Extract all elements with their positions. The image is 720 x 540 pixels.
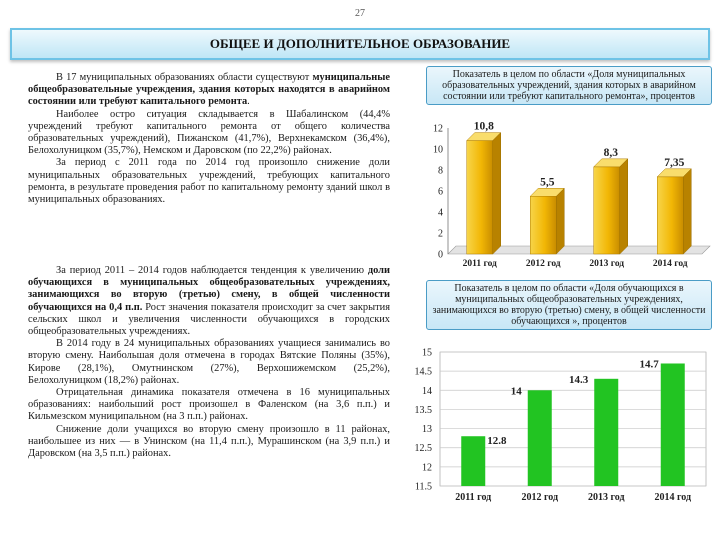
y-tick-label: 12	[422, 462, 432, 474]
data-label: 14.7	[639, 358, 659, 371]
chart1-caption: Показатель в целом по области «Доля муниципальных образовательных учреждений, здания которых в аварийном состоянии или требуют капитального ремонта», процентов	[426, 66, 712, 105]
x-tick-label: 2014 год	[652, 259, 688, 268]
y-tick-label: 11.5	[414, 481, 432, 493]
bar	[594, 167, 620, 254]
paragraph: Снижение доли учащихся во вторую смену произошло в 11 районах, наибольшее из них — в Унинском (на 11,4 п.п.), Мурашинском (на 3,9 п.п.) и Даровском (на 3,5 п.п.) районах.	[28, 423, 390, 460]
chart-repair-share	[418, 118, 712, 268]
data-label: 12.8	[487, 435, 507, 448]
data-label: 14	[510, 385, 522, 398]
x-tick-label: 2014 год	[654, 492, 692, 503]
y-tick-label: 8	[438, 165, 443, 177]
bar-side	[493, 133, 501, 254]
y-tick-label: 13	[422, 424, 432, 436]
page-number: 27	[355, 8, 365, 19]
y-tick-label: 0	[438, 249, 443, 261]
data-label: 8,3	[603, 146, 618, 159]
x-tick-label: 2012 год	[521, 492, 559, 503]
x-tick-label: 2013 год	[589, 259, 625, 268]
chart2-caption: Показатель в целом по области «Доля обучающихся в муниципальных общеобразовательных учреждениях, занимающихся во вторую (третью) смену, в общей численности обучающихся », процентов	[426, 280, 712, 330]
paragraph: За период 2011 – 2014 годов наблюдается тенденция к увеличению доли обучающихся в муниципальных общеобразовательных учреждениях, занимающихся во вторую (третью) смену, в общей численности обучающихся на 0,4 п.п. Рост значения показателя происходит за счет закрытия сельских школ и увеличения численности обучающихся в городских общеобразовательных учреждениях.	[28, 265, 390, 338]
bar-side	[620, 159, 628, 254]
paragraph: За период с 2011 года по 2014 год произошло снижение доли муниципальных образовательных учреждений, требующих капитального ремонта, в результате проведения работ по капитальному ремонту зданий школ в муниципальных образованиях.	[28, 157, 390, 206]
bar	[530, 196, 556, 254]
x-tick-label: 2011 год	[462, 259, 497, 268]
bar	[594, 379, 618, 486]
y-tick-label: 14	[422, 385, 432, 397]
y-tick-label: 4	[438, 207, 443, 219]
text-block-second-shift	[28, 265, 390, 460]
text-block-repair	[28, 72, 390, 206]
y-tick-label: 14.5	[414, 366, 432, 378]
data-label: 5,5	[540, 176, 555, 189]
paragraph: Наиболее остро ситуация складывается в Шабалинском (44,4% учреждений требуют капитального ремонта от общего количества образовательных учреждений), Пижанском (41,7%), Верхнекамском (36,4%), Белохолуницком (35,7%), Немском и Даровском (по 22,2%) районах.	[28, 108, 390, 157]
banner-title: ОБЩЕЕ И ДОПОЛНИТЕЛЬНОЕ ОБРАЗОВАНИЕ	[209, 36, 511, 51]
x-tick-label: 2013 год	[587, 492, 625, 503]
bar	[528, 390, 552, 486]
chart-second-shift-share	[408, 340, 712, 510]
bar	[657, 177, 683, 254]
bar	[467, 141, 493, 254]
y-tick-label: 13.5	[414, 404, 432, 416]
section-banner	[10, 28, 710, 60]
data-label: 7,35	[664, 156, 685, 169]
bar	[661, 363, 685, 486]
y-tick-label: 2	[438, 228, 443, 240]
x-tick-label: 2012 год	[525, 259, 561, 268]
data-label: 10,8	[473, 120, 494, 133]
y-tick-label: 6	[438, 186, 443, 198]
paragraph: В 17 муниципальных образованиях области существуют муниципальные общеобразовательные учреждения, здания которых находятся в аварийном состоянии или требуют капитального ремонта.	[28, 72, 390, 108]
paragraph: Отрицательная динамика показателя отмечена в 16 муниципальных образованиях: наибольший рост произошел в Фаленском (на 3,6 п.п.) и Кильмезском муниципальном (на 3 п.п.) районах.	[28, 387, 390, 423]
data-label: 14.3	[569, 373, 589, 386]
x-tick-label: 2011 год	[455, 492, 492, 503]
bar	[461, 436, 485, 486]
y-tick-label: 12	[433, 123, 443, 135]
y-tick-label: 12.5	[414, 443, 432, 455]
bar-side	[556, 188, 564, 254]
y-tick-label: 15	[422, 347, 432, 359]
paragraph: В 2014 году в 24 муниципальных образованиях учащиеся занимались во вторую смену. Наибольшая доля отмечена в городах Вятские Поляны (35%), Кирове (28,1%), Омутнинском (27%), Верхошижемском (25,2%), Белохолуницком (18,2%) районах.	[28, 338, 390, 386]
y-tick-label: 10	[433, 144, 443, 156]
bar-side	[683, 169, 691, 254]
